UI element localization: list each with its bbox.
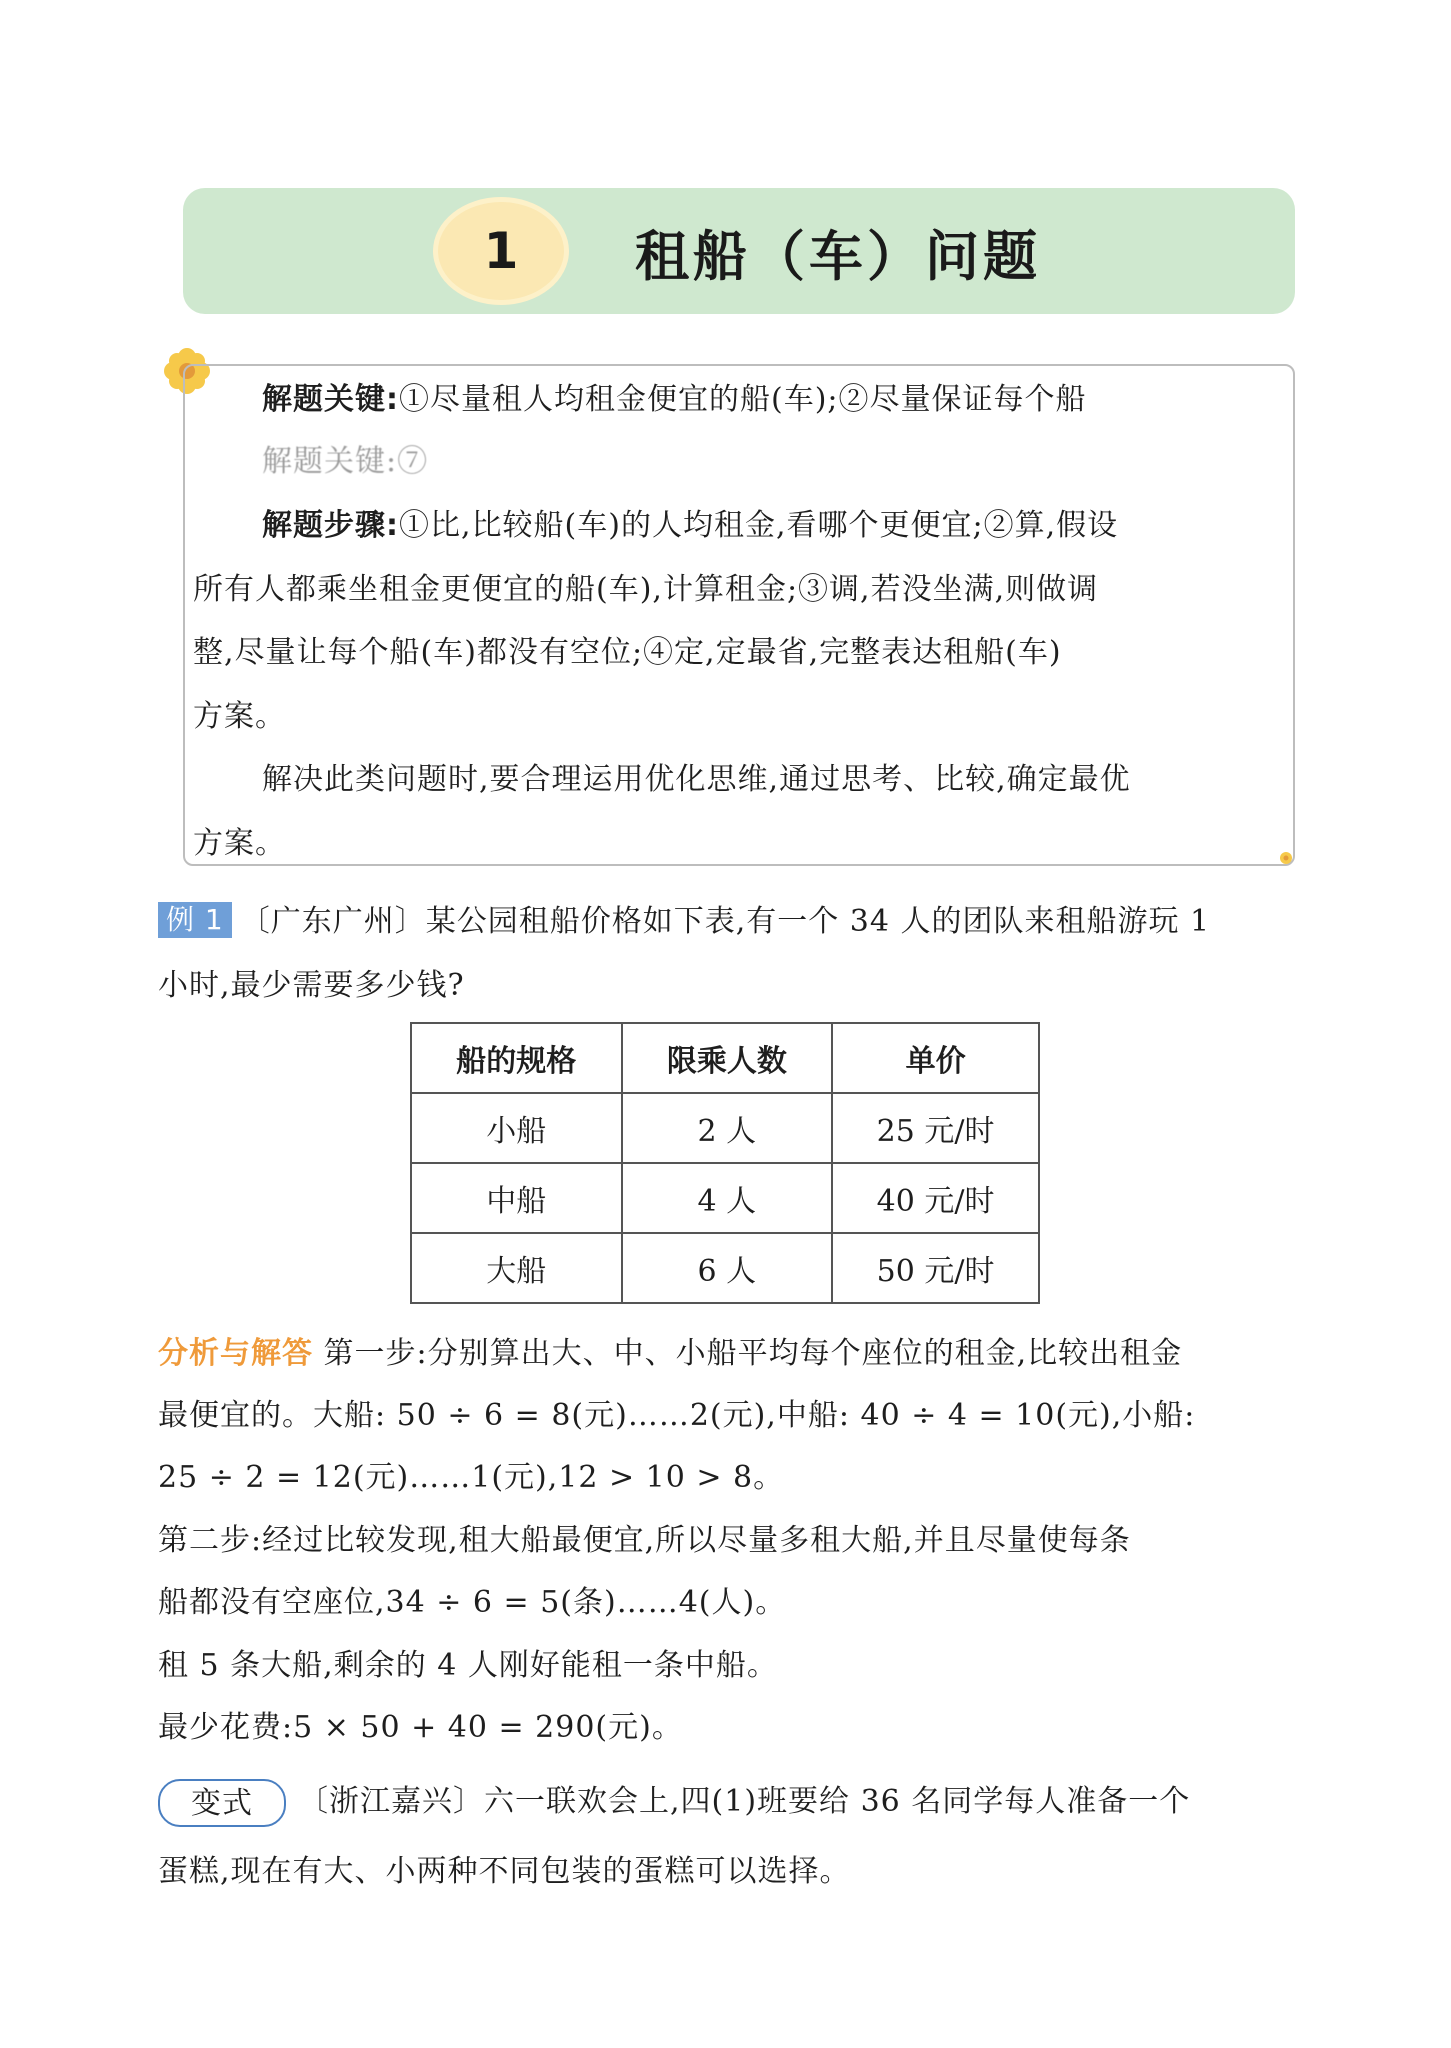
steps-text-3: 整,尽量让每个船(车)都没有空位;④定,定最省,完整表达租船(车) [193,635,1062,670]
variant-label: 变式 [158,1779,286,1827]
table-cell: 2 人 [622,1093,833,1163]
key-line [262,374,1087,418]
flower-dot-icon [1278,850,1294,866]
analysis-text-6: 租 5 条大船,剩余的 4 人刚好能租一条中船。 [158,1648,778,1683]
title-banner [183,188,1295,314]
key-text: ①尽量租人均租金便宜的船(车);②尽量保证每个船 [399,382,1087,417]
table-row [411,1093,1039,1163]
steps-text-1: ①比,比较船(车)的人均租金,看哪个更便宜;②算,假设 [399,508,1119,543]
table-cell: 6 人 [622,1233,833,1303]
table-cell: 50 元/时 [832,1233,1039,1303]
table-header: 限乘人数 [622,1023,833,1093]
section-number-badge: 1 [438,202,564,300]
key-faded-line: 解题关键:⑦ [262,444,429,479]
table-cell: 大船 [411,1233,622,1303]
analysis-text-4: 第二步:经过比较发现,租大船最便宜,所以尽量多租大船,并且尽量使每条 [158,1523,1131,1558]
table-header: 船的规格 [411,1023,622,1093]
table-row [411,1163,1039,1233]
table-cell: 25 元/时 [832,1093,1039,1163]
steps-text-4: 方案。 [193,699,286,734]
steps-label: 解题步骤: [262,508,399,543]
table-cell: 4 人 [622,1163,833,1233]
note-text-1: 解决此类问题时,要合理运用优化思维,通过思考、比较,确定最优 [262,762,1131,797]
variant-text-1: 〔浙江嘉兴〕六一联欢会上,四(1)班要给 36 名同学每人准备一个 [298,1784,1191,1819]
table-row [411,1233,1039,1303]
table-header: 单价 [832,1023,1039,1093]
example-line-1 [158,896,1210,940]
price-table [410,1022,1040,1304]
table-cell: 中船 [411,1163,622,1233]
analysis-label: 分析与解答 [158,1336,313,1371]
key-label: 解题关键: [262,382,399,417]
analysis-text-5: 船都没有空座位,34 ÷ 6 = 5(条)……4(人)。 [158,1585,787,1620]
steps-line [262,500,1118,544]
example-label: 例 1 [158,902,232,938]
analysis-text-7: 最少花费:5 × 50 + 40 = 290(元)。 [158,1710,683,1745]
example-text-1: 〔广东广州〕某公园租船价格如下表,有一个 34 人的团队来租船游玩 1 [239,904,1211,939]
analysis-text-1: 第一步:分别算出大、中、小船平均每个座位的租金,比较出租金 [313,1336,1183,1371]
analysis-text-3: 25 ÷ 2 = 12(元)……1(元),12 > 10 > 8。 [158,1460,785,1495]
analysis-text-2: 最便宜的。大船: 50 ÷ 6 = 8(元)……2(元),中船: 40 ÷ 4 = 10(元),小船: [158,1398,1196,1433]
variant-line-1 [158,1776,1190,1827]
note-text-2: 方案。 [193,826,286,861]
table-cell: 小船 [411,1093,622,1163]
analysis-line-1 [158,1328,1182,1372]
steps-text-2: 所有人都乘坐租金更便宜的船(车),计算租金;③调,若没坐满,则做调 [193,572,1099,607]
page-title: 租船（车）问题 [635,225,1041,288]
table-header-row [411,1023,1039,1093]
example-text-2: 小时,最少需要多少钱? [158,968,465,1003]
variant-text-2: 蛋糕,现在有大、小两种不同包装的蛋糕可以选择。 [158,1854,851,1889]
table-cell: 40 元/时 [832,1163,1039,1233]
